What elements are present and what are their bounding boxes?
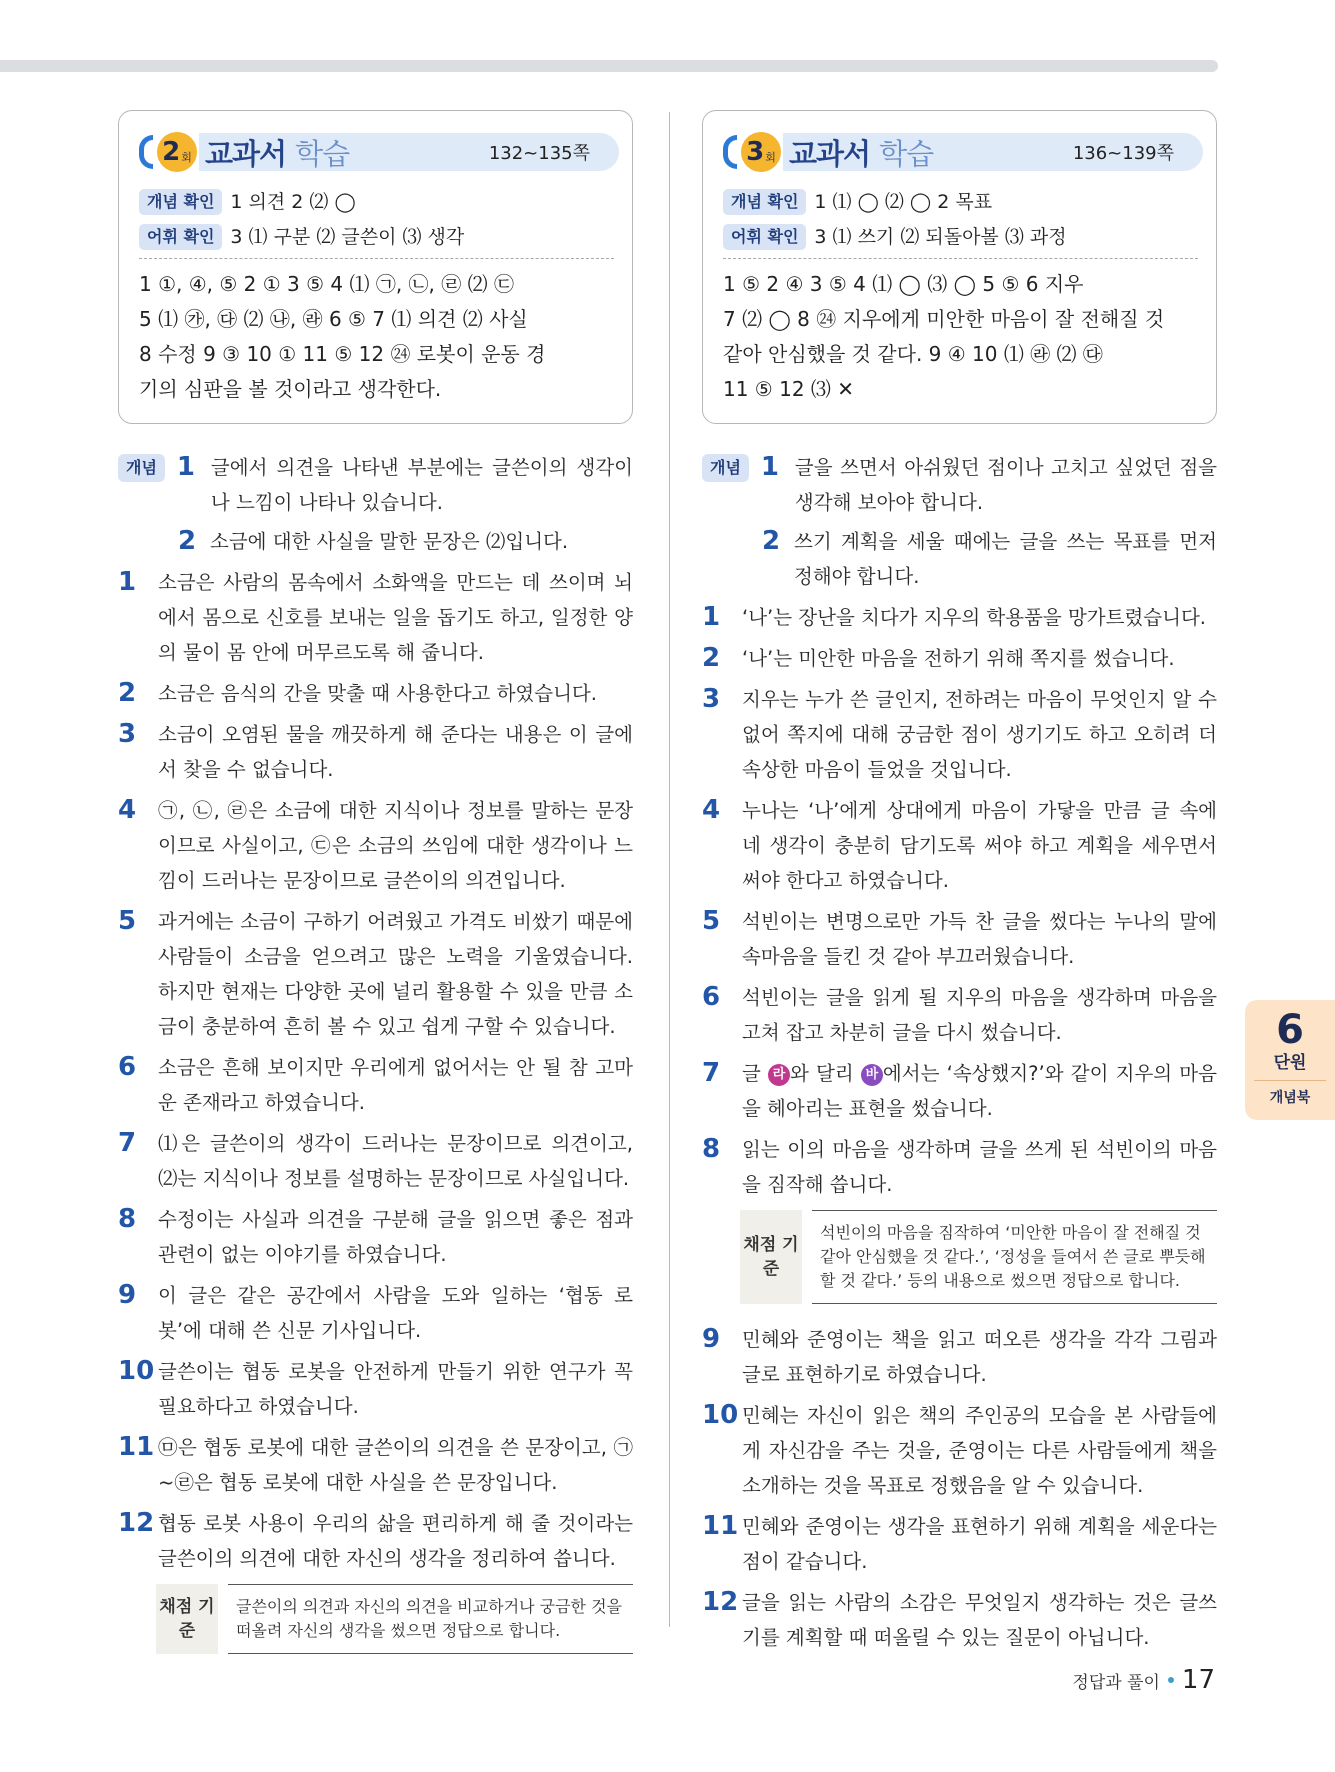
explanation-item (118, 1050, 633, 1120)
answer-box-round-2 (118, 110, 633, 424)
explanation-item (118, 1278, 633, 1348)
vocab-check-row (723, 222, 1198, 252)
concept-chip: 개념 (702, 454, 749, 482)
item-text: ㉠, ㉡, ㉣은 소금에 대한 지식이나 정보를 말하는 문장이므로 사실이고, ㉢은 소금의 쓰임에 대한 생각이나 느낌이 드러나는 문장이므로 글쓴이의 의견입니다. (158, 799, 633, 892)
answer-list (139, 267, 614, 407)
explanation-item (118, 1202, 633, 1272)
item-number: 2 (178, 526, 197, 556)
item-number: 2 (702, 643, 721, 673)
footer-dot-icon (1168, 1677, 1174, 1683)
item-number: 7 (118, 1128, 137, 1158)
item-number: 7 (702, 1058, 721, 1088)
item-text: ‘나’는 장난을 치다가 지우의 학용품을 망가트렸습니다. (742, 606, 1207, 629)
title-light: 학습 (295, 136, 350, 171)
round-number: 3 (746, 137, 765, 167)
explanation-item (702, 641, 1217, 676)
concept-check-row (723, 187, 1198, 217)
title-main: 교과서 (789, 136, 871, 171)
item-text: 민혜와 준영이는 책을 읽고 떠오른 생각을 각각 그림과 글로 표현하기로 하였습니다. (742, 1328, 1217, 1386)
answer-line: 1 ①, ④, ⑤ 2 ① 3 ⑤ 4 ⑴ ㉠, ㉡, ㉣ ⑵ ㉢ (139, 272, 514, 296)
item-number: 12 (702, 1587, 739, 1617)
item-number: 11 (118, 1432, 155, 1462)
item-text-mid: 와 달리 (790, 1062, 861, 1085)
concept-item (178, 524, 633, 559)
page-range: 136~139쪽 (1072, 143, 1174, 164)
bracket-icon (723, 135, 737, 169)
round-number: 2 (162, 137, 181, 167)
box-title (205, 132, 349, 173)
item-text (742, 1056, 1217, 1126)
explanations (118, 450, 633, 1654)
explanation-item (702, 904, 1217, 974)
grading-tag: 채점 기준 (740, 1210, 802, 1304)
concept-check-row (139, 187, 614, 217)
bracket-icon (139, 135, 153, 169)
explanation-item (118, 1126, 633, 1196)
explanation-item (702, 600, 1217, 635)
vocab-check-chip: 어휘 확인 (139, 224, 222, 250)
item-number: 11 (702, 1511, 739, 1541)
item-number: 10 (118, 1356, 155, 1386)
unit-side-tab[interactable] (1245, 1000, 1335, 1120)
item-number: 2 (118, 678, 137, 708)
explanation-item (118, 1506, 633, 1576)
concept-item (762, 524, 1217, 594)
explanation-item (118, 1430, 633, 1500)
explanation-item (118, 793, 633, 898)
concept-chip: 개념 (118, 454, 165, 482)
answer-separator (723, 258, 1198, 259)
item-number: 3 (118, 719, 137, 749)
item-number: 8 (702, 1134, 721, 1164)
round-suffix: 회 (765, 151, 776, 164)
round-suffix: 회 (181, 151, 192, 164)
title-main: 교과서 (205, 136, 287, 171)
explanation-item (702, 1132, 1217, 1202)
explanation-item (702, 1509, 1217, 1579)
item-number: 1 (176, 452, 196, 482)
item-text: 민혜는 자신이 읽은 책의 주인공의 모습을 본 사람들에게 자신감을 주는 것을, 준영이는 다른 사람들에게 책을 소개하는 것을 목표로 정했음을 알 수 있습니다. (742, 1404, 1217, 1497)
grading-criteria (740, 1210, 1217, 1304)
top-decorative-bar (0, 60, 1218, 72)
item-number: 1 (118, 567, 137, 597)
item-text: 소금은 사람의 몸속에서 소화액을 만드는 데 쓰이며 뇌에서 몸으로 신호를 보내는 일을 돕기도 하고, 일정한 양의 물이 몸 안에 머무르도록 해 줍니다. (158, 571, 633, 664)
item-text: ‘나’는 미안한 마음을 전하기 위해 쪽지를 썼습니다. (742, 647, 1175, 670)
concept-check-answer: 1 의견 2 ⑵ ◯ (230, 191, 356, 213)
item-text: 소금은 음식의 간을 맞출 때 사용한다고 하였습니다. (158, 682, 597, 705)
explanation-item (118, 904, 633, 1044)
vocab-check-chip: 어휘 확인 (723, 224, 806, 250)
item-text-pre: 글 (742, 1062, 769, 1085)
passage-ba-badge: 바 (861, 1064, 883, 1086)
page-number: 17 (1181, 1665, 1215, 1695)
concept-check-answer: 1 ⑴ ◯ ⑵ ◯ 2 목표 (814, 191, 993, 213)
explanation-item (118, 565, 633, 670)
item-text: ㉤은 협동 로봇에 대한 글쓴이의 의견을 쓴 문장이고, ㉠~㉣은 협동 로봇에 대한 사실을 쓴 문장입니다. (158, 1436, 633, 1494)
item-text: ⑴은 글쓴이의 생각이 드러나는 문장이므로 의견이고, ⑵는 지식이나 정보를 설명하는 문장이므로 사실입니다. (158, 1132, 633, 1190)
item-text: 민혜와 준영이는 생각을 표현하기 위해 계획을 세운다는 점이 같습니다. (742, 1515, 1217, 1573)
item-text: 수정이는 사실과 의견을 구분해 글을 읽으면 좋은 점과 관련이 없는 이야기를 하였습니다. (158, 1208, 633, 1266)
answer-line: 같아 안심했을 것 같다. 9 ④ 10 ⑴ ㉱ ⑵ ㉰ (723, 342, 1103, 366)
unit-number: 6 (1276, 1007, 1304, 1053)
box-title (789, 132, 933, 173)
item-number: 3 (702, 684, 721, 714)
vocab-check-answer: 3 ⑴ 쓰기 ⑵ 되돌아볼 ⑶ 과정 (814, 226, 1067, 248)
round-badge (157, 132, 197, 172)
passage-ra-badge: 라 (768, 1064, 790, 1086)
answer-line: 기의 심판을 볼 것이라고 생각한다. (139, 377, 442, 401)
item-text: 소금에 대한 사실을 말한 문장은 ⑵입니다. (210, 530, 569, 553)
box-header (139, 129, 614, 175)
item-number: 4 (118, 795, 137, 825)
answer-line: 11 ⑤ 12 ⑶ ✕ (723, 377, 855, 401)
box-header (723, 129, 1198, 175)
grading-criteria (156, 1584, 633, 1654)
answer-line: 7 ⑵ ◯ 8 ㉔ 지우에게 미안한 마음이 잘 전해질 것 (723, 307, 1165, 331)
vocab-check-answer: 3 ⑴ 구분 ⑵ 글쓴이 ⑶ 생각 (230, 226, 465, 248)
column-divider (669, 112, 670, 1627)
answer-line: 8 수정 9 ③ 10 ① 11 ⑤ 12 ㉔ 로봇이 운동 경 (139, 342, 546, 366)
concept-item (761, 450, 1217, 520)
item-number: 9 (118, 1280, 137, 1310)
item-number: 2 (762, 526, 781, 556)
item-number: 5 (702, 906, 721, 936)
explanation-item (702, 1322, 1217, 1392)
answer-line: 1 ⑤ 2 ④ 3 ⑤ 4 ⑴ ◯ ⑶ ◯ 5 ⑤ 6 지우 (723, 272, 1084, 296)
grading-text: 석빈이의 마음을 짐작하여 ‘미안한 마음이 잘 전해질 것 같아 안심했을 것 같다.’, ‘정성을 들여서 쓴 글로 뿌듯해할 것 같다.’ 등의 내용으로 썼으면 정답으로 합니다. (812, 1210, 1217, 1304)
explanation-item (118, 717, 633, 787)
item-text: 과거에는 소금이 구하기 어려웠고 가격도 비쌌기 때문에 사람들이 소금을 얻으려고 많은 노력을 기울였습니다. 하지만 현재는 다양한 곳에 널리 활용할 수 있을 만큼 소금이 충분하여 흔히 볼 수 있고 쉽게 구할 수 있습니다. (158, 910, 633, 1038)
item-number: 12 (118, 1508, 155, 1538)
item-text: 소금은 흔해 보이지만 우리에게 없어서는 안 될 참 고마운 존재라고 하였습니다. (158, 1056, 633, 1114)
answer-list (723, 267, 1198, 407)
item-text: 협동 로봇 사용이 우리의 삶을 편리하게 해 줄 것이라는 글쓴이의 의견에 대한 자신의 생각을 정리하여 씁니다. (158, 1512, 633, 1570)
right-column (702, 110, 1217, 1661)
book-label: 개념북 (1254, 1080, 1326, 1107)
item-number: 1 (760, 452, 780, 482)
item-text: 지우는 누가 쓴 글인지, 전하려는 마음이 무엇인지 알 수 없어 쪽지에 대해 궁금한 점이 생기기도 하고 오히려 더 속상한 마음이 들었을 것입니다. (742, 688, 1217, 781)
explanation-item (702, 682, 1217, 787)
concept-row (118, 450, 633, 520)
item-text: 이 글은 같은 공간에서 사람을 도와 일하는 ‘협동 로봇’에 대해 쓴 신문 기사입니다. (158, 1284, 633, 1342)
explanation-item (702, 1585, 1217, 1655)
item-text: 소금이 오염된 물을 깨끗하게 해 준다는 내용은 이 글에서 찾을 수 없습니다. (158, 723, 633, 781)
item-text: 석빈이는 글을 읽게 될 지우의 마음을 생각하며 마음을 고쳐 잡고 차분히 글을 다시 썼습니다. (742, 986, 1217, 1044)
explanation-item (702, 980, 1217, 1050)
item-number: 9 (702, 1324, 721, 1354)
item-text: 읽는 이의 마음을 생각하며 글을 쓰게 된 석빈이의 마음을 짐작해 씁니다. (742, 1138, 1217, 1196)
item-text: 글을 읽는 사람의 소감은 무엇일지 생각하는 것은 글쓰기를 계획할 때 떠올릴 수 있는 질문이 아닙니다. (742, 1591, 1217, 1649)
item-number: 8 (118, 1204, 137, 1234)
explanations (702, 450, 1217, 1655)
concept-check-chip: 개념 확인 (139, 189, 222, 215)
footer-label: 정답과 풀이 (1072, 1672, 1160, 1693)
item-text: 글쓴이는 협동 로봇을 안전하게 만들기 위한 연구가 꼭 필요하다고 하였습니다. (158, 1360, 633, 1418)
left-column (118, 110, 633, 1672)
item-text: 글을 쓰면서 아쉬웠던 점이나 고치고 싶었던 점을 생각해 보아야 합니다. (794, 456, 1217, 514)
concept-row (702, 450, 1217, 520)
round-badge (741, 132, 781, 172)
item-text: 쓰기 계획을 세울 때에는 글을 쓰는 목표를 먼저 정해야 합니다. (794, 530, 1217, 588)
unit-label: 단원 (1273, 1053, 1307, 1073)
item-number: 6 (702, 982, 721, 1012)
item-number: 4 (702, 795, 721, 825)
page-footer (1072, 1665, 1215, 1695)
item-number: 10 (702, 1400, 739, 1430)
explanation-item (702, 793, 1217, 898)
explanation-item (118, 676, 633, 711)
item-text-rest: 에서는 ‘속상했지?’와 같이 지우의 마음을 헤아리는 표현을 썼습니다. (742, 1062, 1217, 1120)
concept-check-chip: 개념 확인 (723, 189, 806, 215)
title-light: 학습 (879, 136, 934, 171)
item-number: 1 (702, 602, 721, 632)
concept-item (177, 450, 633, 520)
item-number: 5 (118, 906, 137, 936)
item-text: 석빈이는 변명으로만 가득 찬 글을 썼다는 누나의 말에 속마음을 들킨 것 같아 부끄러웠습니다. (742, 910, 1217, 968)
item-number: 6 (118, 1052, 137, 1082)
page-range: 132~135쪽 (488, 143, 590, 164)
explanation-item (702, 1398, 1217, 1503)
item-text: 글에서 의견을 나타낸 부분에는 글쓴이의 생각이 나 느낌이 나타나 있습니다. (210, 456, 633, 514)
answer-box-round-3 (702, 110, 1217, 424)
explanation-item (118, 1354, 633, 1424)
grading-tag: 채점 기준 (156, 1584, 218, 1654)
explanation-item (702, 1056, 1217, 1126)
grading-text: 글쓴이의 의견과 자신의 의견을 비교하거나 궁금한 것을 떠올려 자신의 생각을 썼으면 정답으로 합니다. (228, 1584, 633, 1654)
item-text: 누나는 ‘나’에게 상대에게 마음이 가닿을 만큼 글 속에 네 생각이 충분히 담기도록 써야 하고 계획을 세우면서 써야 한다고 하였습니다. (742, 799, 1217, 892)
answer-line: 5 ⑴ ㉮, ㉰ ⑵ ㉯, ㉱ 6 ⑤ 7 ⑴ 의견 ⑵ 사실 (139, 307, 528, 331)
vocab-check-row (139, 222, 614, 252)
answer-separator (139, 258, 614, 259)
